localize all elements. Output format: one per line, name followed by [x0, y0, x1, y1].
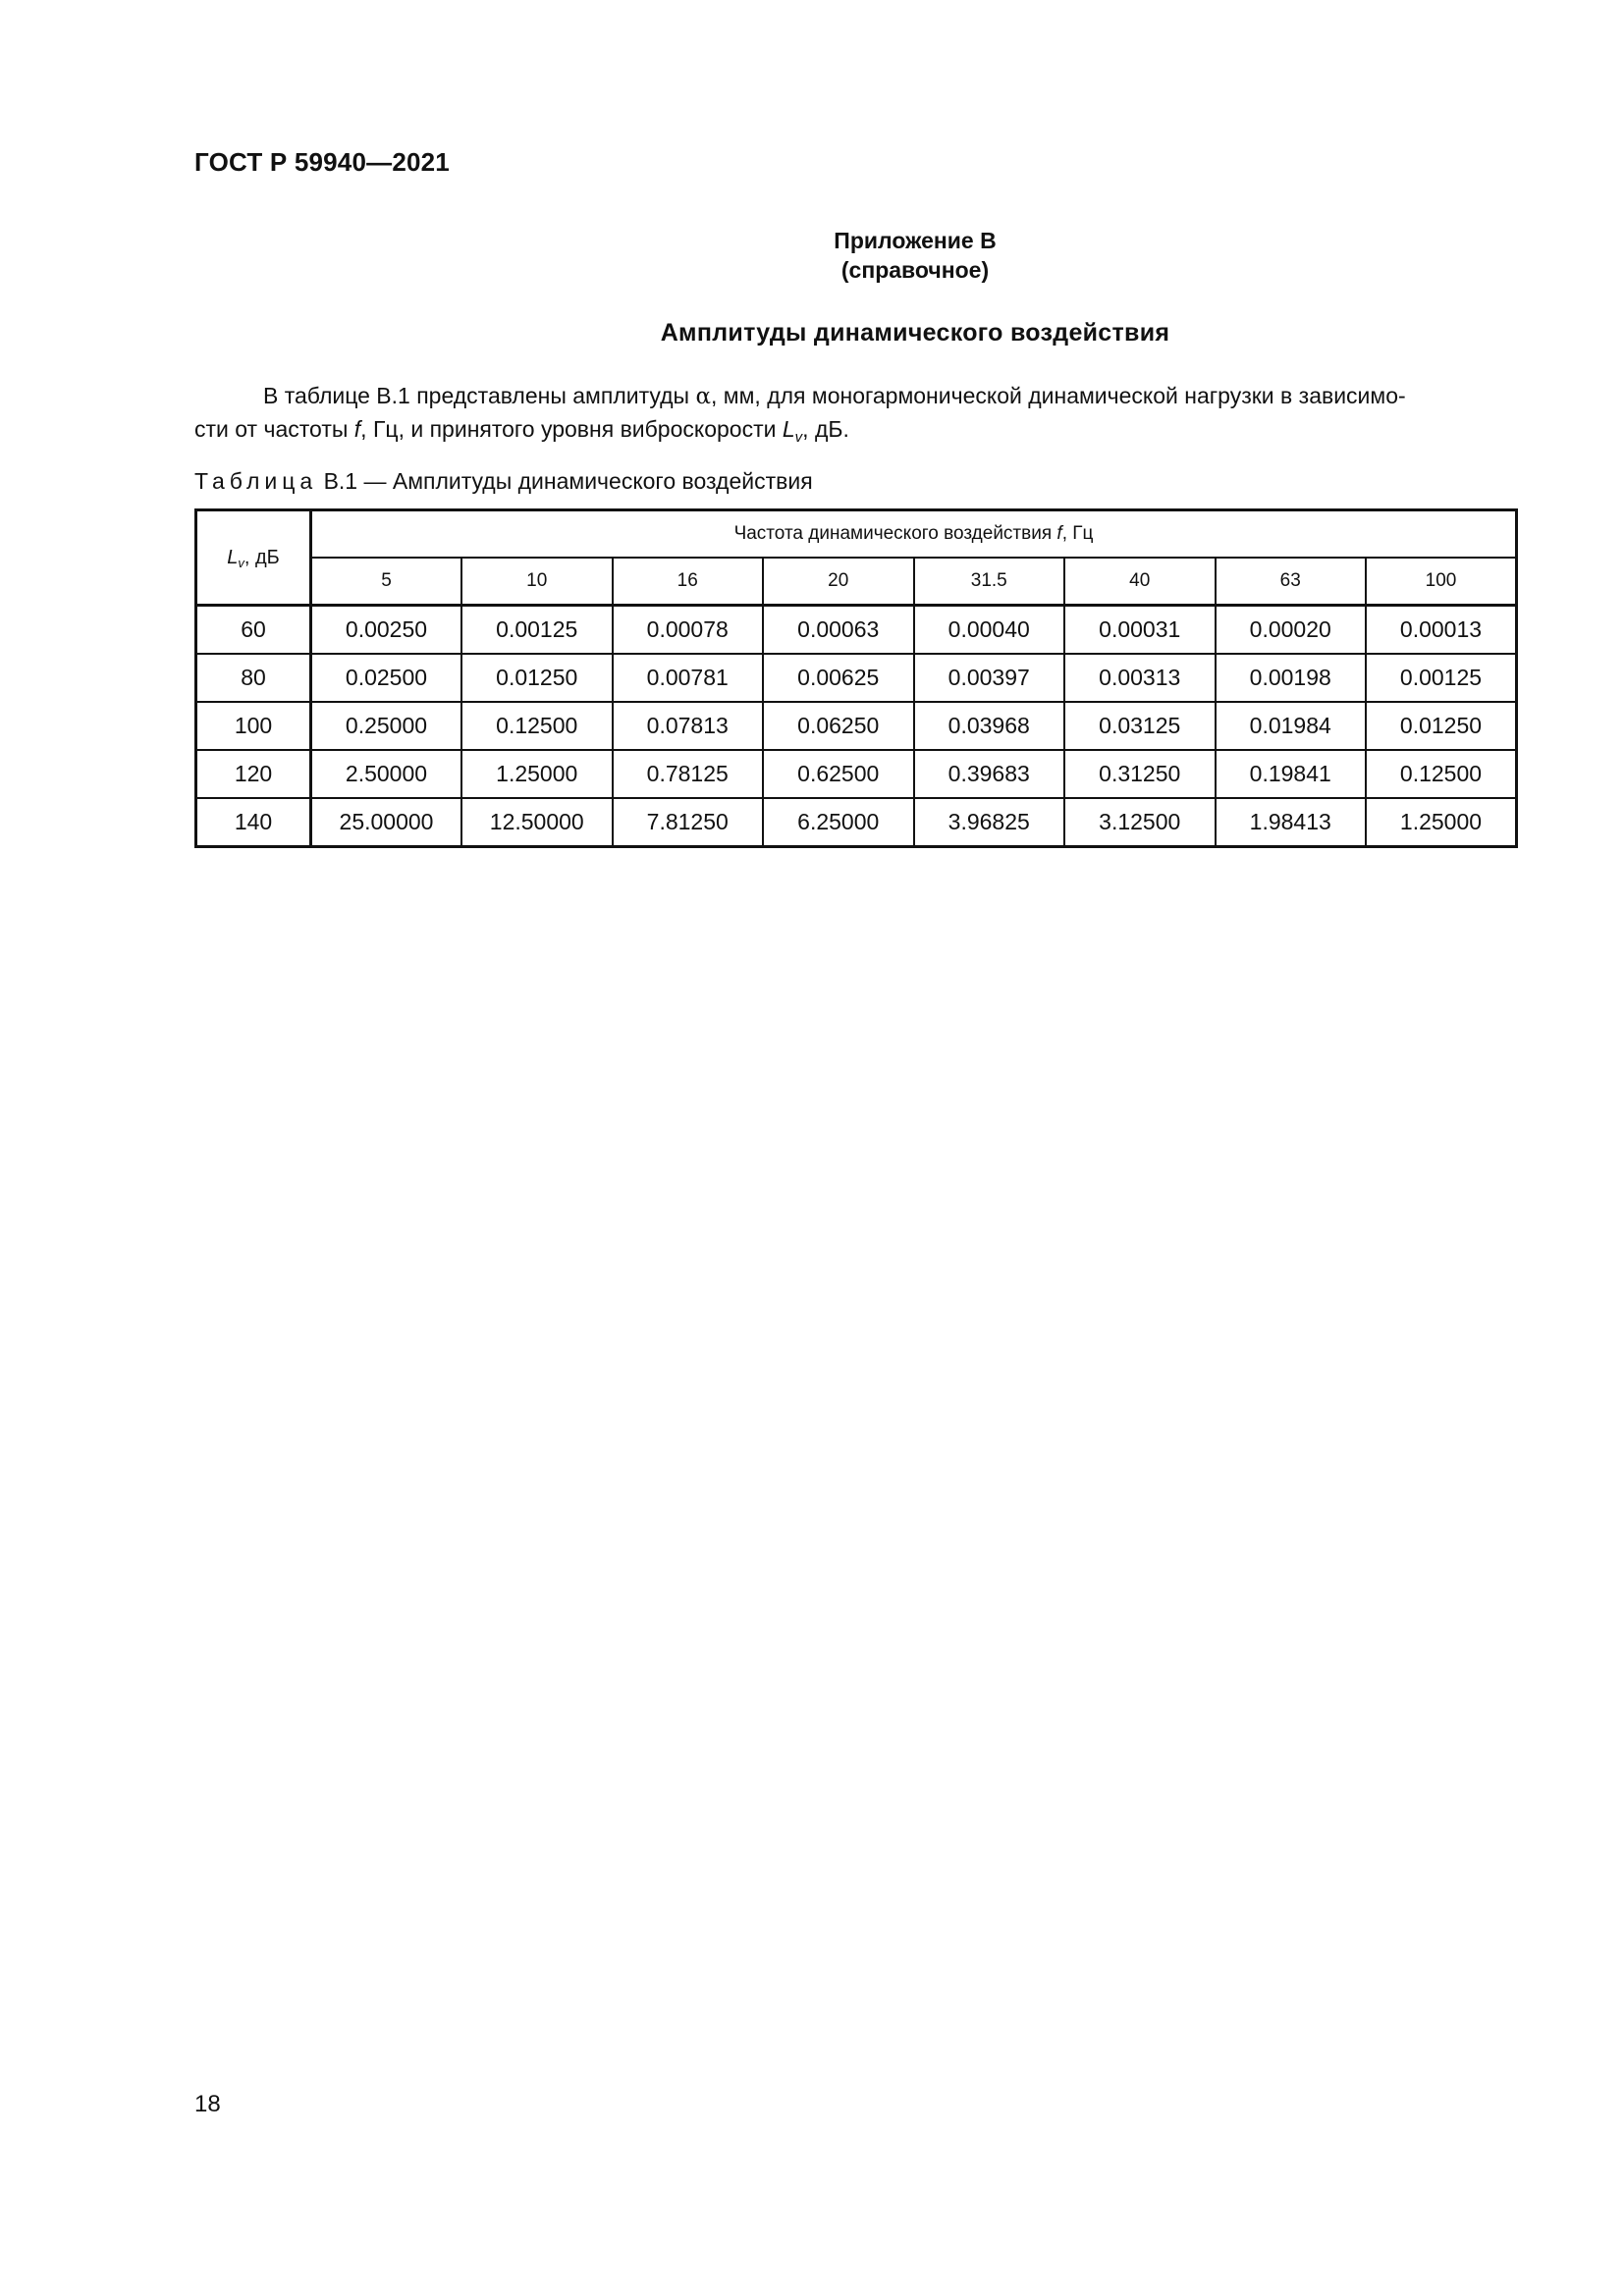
document-code: ГОСТ Р 59940—2021	[194, 147, 450, 177]
amplitude-cell: 25.00000	[311, 798, 462, 847]
amplitude-cell: 0.12500	[1366, 750, 1517, 798]
table-row	[196, 606, 1517, 655]
lv-header-symbol: L	[227, 546, 239, 568]
annex-status: (справочное)	[840, 257, 990, 283]
paragraph-line-2	[194, 413, 1516, 446]
amplitude-cell: 0.00781	[613, 654, 764, 702]
amplitude-cell: 0.78125	[613, 750, 764, 798]
table-caption-label: Таблица	[194, 468, 318, 494]
amplitude-cell: 0.25000	[311, 702, 462, 750]
paragraph-text: , мм, для моногармонической динамической нагрузки в зависимо-	[711, 383, 1406, 408]
amplitude-cell: 0.01984	[1216, 702, 1367, 750]
table-caption	[194, 468, 813, 495]
lv-symbol: L	[782, 416, 795, 442]
frequency-header-cell: 16	[613, 558, 764, 606]
amplitude-cell: 0.00125	[1366, 654, 1517, 702]
amplitude-cell: 12.50000	[461, 798, 613, 847]
annex-heading	[0, 226, 1624, 285]
lv-cell: 60	[196, 606, 311, 655]
section-heading: Амплитуды динамического воздействия	[660, 319, 1170, 347]
frequency-header-cell: 20	[763, 558, 914, 606]
amplitude-cell: 0.03125	[1064, 702, 1216, 750]
lv-cell: 120	[196, 750, 311, 798]
lv-cell: 80	[196, 654, 311, 702]
amplitude-cell: 1.25000	[461, 750, 613, 798]
amplitude-cell: 3.96825	[914, 798, 1065, 847]
paragraph-text: , Гц, и принятого уровня виброскорости	[360, 416, 783, 442]
amplitude-cell: 0.02500	[311, 654, 462, 702]
amplitude-cell: 0.39683	[914, 750, 1065, 798]
lv-header-subscript: v	[238, 555, 244, 570]
frequency-header-symbol: f	[1056, 523, 1062, 544]
alpha-symbol: α	[695, 384, 712, 409]
amplitude-cell: 0.03968	[914, 702, 1065, 750]
frequency-symbol: f	[353, 416, 361, 442]
annex-title: Приложение В	[834, 228, 997, 253]
amplitude-cell: 6.25000	[763, 798, 914, 847]
frequency-header-cell: 10	[461, 558, 613, 606]
amplitude-cell: 7.81250	[613, 798, 764, 847]
amplitude-cell: 3.12500	[1064, 798, 1216, 847]
frequency-header-row	[196, 558, 1517, 606]
lv-cell: 100	[196, 702, 311, 750]
lv-header-unit: , дБ	[244, 546, 280, 568]
intro-paragraph	[194, 380, 1516, 446]
paragraph-line-1	[194, 380, 1516, 413]
frequency-header-cell: 63	[1216, 558, 1367, 606]
frequency-header-cell: 5	[311, 558, 462, 606]
amplitude-cell: 0.00313	[1064, 654, 1216, 702]
paragraph-text: сти от частоты	[194, 416, 354, 442]
lv-cell: 140	[196, 798, 311, 847]
amplitude-cell: 0.00078	[613, 606, 764, 655]
amplitude-cell: 0.00125	[461, 606, 613, 655]
amplitude-cell: 0.00020	[1216, 606, 1367, 655]
amplitude-cell: 0.01250	[1366, 702, 1517, 750]
page-number: 18	[194, 2091, 221, 2117]
amplitude-cell: 0.01250	[461, 654, 613, 702]
lv-column-header	[196, 510, 311, 606]
amplitude-cell: 0.00397	[914, 654, 1065, 702]
amplitude-cell: 0.07813	[613, 702, 764, 750]
amplitude-cell: 0.62500	[763, 750, 914, 798]
amplitude-cell: 1.25000	[1366, 798, 1517, 847]
table-body	[196, 606, 1517, 847]
amplitude-cell: 0.06250	[763, 702, 914, 750]
paragraph-text: , дБ.	[802, 416, 849, 442]
table-row	[196, 750, 1517, 798]
table-row	[196, 654, 1517, 702]
amplitude-cell: 0.00625	[763, 654, 914, 702]
frequency-group-header	[311, 510, 1517, 559]
amplitude-cell: 0.00031	[1064, 606, 1216, 655]
paragraph-text: В таблице В.1 представлены амплитуды	[263, 383, 696, 408]
table-row	[196, 798, 1517, 847]
amplitude-cell: 1.98413	[1216, 798, 1367, 847]
frequency-header-cell: 31.5	[914, 558, 1065, 606]
frequency-header-cell: 100	[1366, 558, 1517, 606]
amplitude-cell: 0.00063	[763, 606, 914, 655]
table-caption-text: В.1 — Амплитуды динамического воздействия	[317, 468, 813, 494]
amplitude-cell: 0.19841	[1216, 750, 1367, 798]
lv-subscript: v	[794, 429, 803, 446]
amplitude-table	[194, 508, 1518, 848]
amplitude-cell: 2.50000	[311, 750, 462, 798]
amplitude-cell: 0.31250	[1064, 750, 1216, 798]
frequency-header-cell: 40	[1064, 558, 1216, 606]
table-row	[196, 702, 1517, 750]
amplitude-cell: 0.00250	[311, 606, 462, 655]
amplitude-cell: 0.12500	[461, 702, 613, 750]
amplitude-cell: 0.00198	[1216, 654, 1367, 702]
amplitude-cell: 0.00040	[914, 606, 1065, 655]
frequency-header-text: Частота динамического воздействия	[733, 523, 1057, 544]
amplitude-cell: 0.00013	[1366, 606, 1517, 655]
frequency-header-unit: , Гц	[1061, 523, 1094, 544]
